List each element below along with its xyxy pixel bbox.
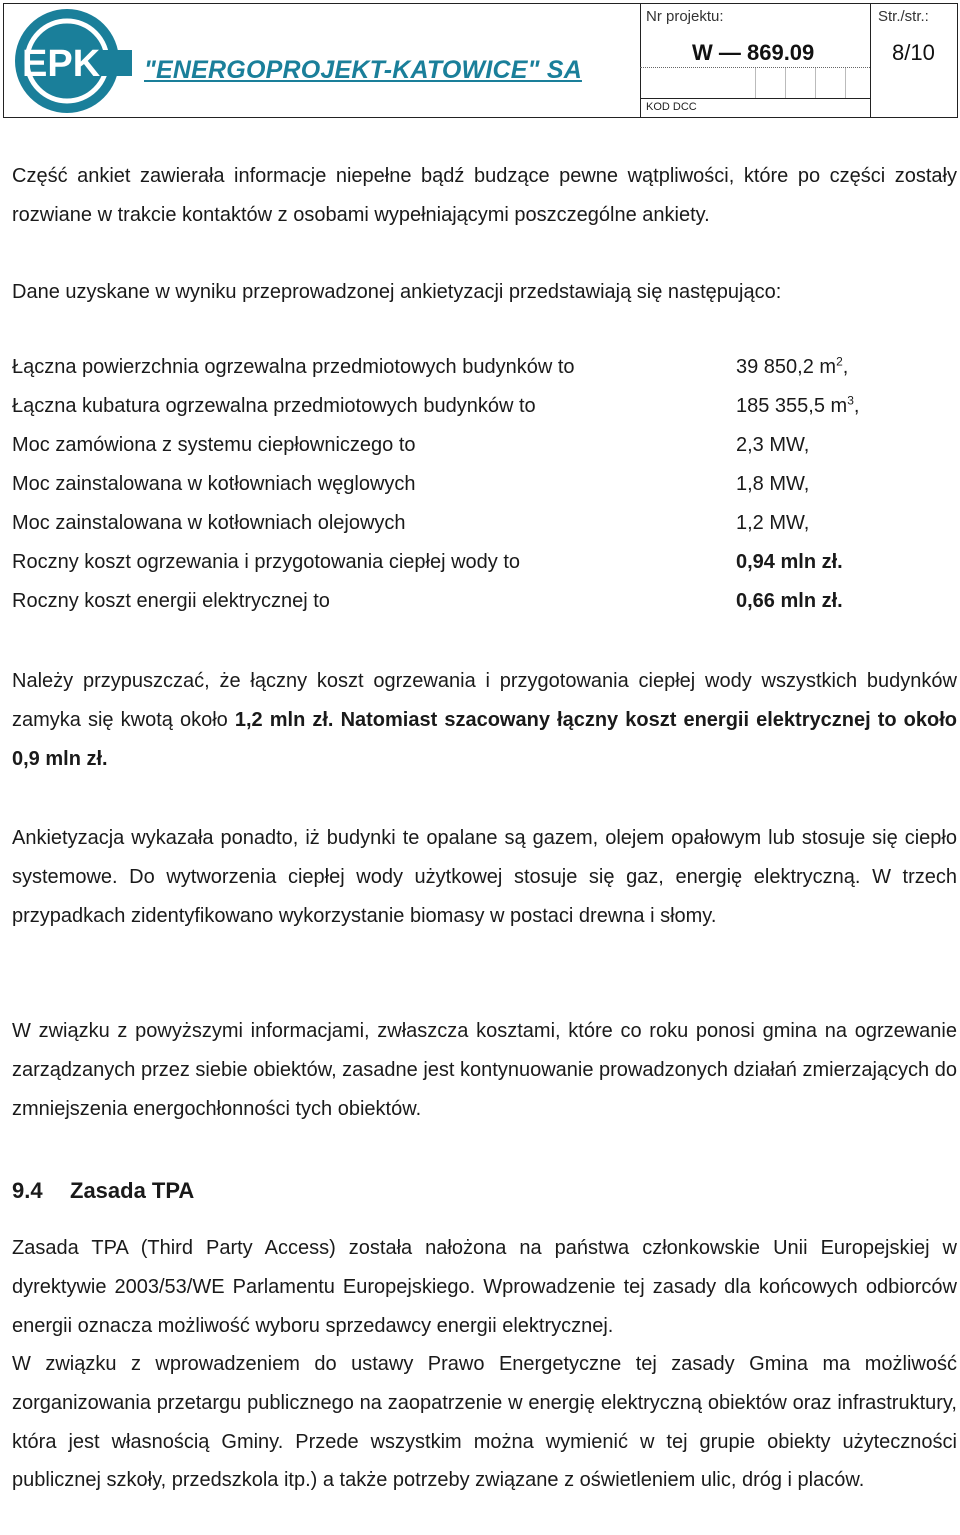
stat-row <box>12 512 957 542</box>
section-number: 9.4 <box>12 1178 43 1203</box>
stat-value: 2,3 MW, <box>736 434 810 456</box>
stat-value: 39 850,2 $m^2$, <box>736 354 849 378</box>
svg-text:EPK: EPK <box>22 43 101 85</box>
page-number: 8/10 <box>892 40 935 65</box>
stat-row <box>12 356 957 386</box>
paragraph: W związku z powyższymi informacjami, zwłaszcza kosztami, które co roku ponosi gmina na ogrzewanie zarządzanych przez siebie obiektów, zasadne jest kontynuowanie prowadzonych działań zmierzających do zmniejszenia energochłonności tych obiektów. <box>12 1020 957 1120</box>
document-header <box>3 3 958 118</box>
kod-dcc-label: KOD DCC <box>646 101 697 113</box>
paragraph: Dane uzyskane w wyniku przeprowadzonej ankietyzacji przedstawiają się następująco: <box>12 281 782 303</box>
stat-label: Roczny koszt ogrzewania i przygotowania ciepłej wody to <box>12 551 521 573</box>
stat-row <box>12 473 957 503</box>
stat-row <box>12 590 957 620</box>
stat-label: Moc zainstalowana w kotłowniach olejowych <box>12 512 406 534</box>
section-title: Zasada TPA <box>70 1178 195 1203</box>
divider <box>640 98 870 99</box>
paragraph: Część ankiet zawierała informacje niepełne bądź budzące pewne wątpliwości, które po części zostały rozwiane w trakcie kontaktów z osobami wypełniającymi poszczególne ankiety. <box>12 165 957 226</box>
paragraph: Ankietyzacja wykazała ponadto, iż budynki te opalane są gazem, olejem opałowym lub stosuje się ciepło systemowe. Do wytworzenia ciepłej wody użytkowej stosuje się gaz, energię elektryczną. W trzech przypadkach zidentyfikowano wykorzystanie biomasy w postaci drewna i słomy. <box>12 827 957 927</box>
stat-label: Moc zainstalowana w kotłowniach węglowych <box>12 473 416 495</box>
company-name: "ENERGOPROJEKT-KATOWICE" SA <box>144 56 582 84</box>
project-number: W — 869.09 <box>692 40 815 65</box>
stat-row <box>12 434 957 464</box>
stat-value: 1,8 MW, <box>736 473 810 495</box>
revision-boxes <box>640 68 870 98</box>
paragraph: Należy przypuszczać, że łączny koszt ogrzewania i przygotowania ciepłej wody wszystkich budynków zamyka się kwotą około 1,2 mln zł. Natomiast szacowany łączny koszt energii elektrycznej to około 0,9 mln zł. <box>12 670 957 770</box>
stat-value: 185 355,5 $m^3$, <box>736 393 860 417</box>
stat-row <box>12 551 957 581</box>
project-label: Nr projektu: <box>646 8 724 25</box>
stat-label: Łączna powierzchnia ogrzewalna przedmiotowych budynków to <box>12 356 575 378</box>
stat-row <box>12 395 957 425</box>
page-cell <box>870 4 957 117</box>
paragraph: W związku z wprowadzeniem do ustawy Prawo Energetyczne tej zasady Gmina ma możliwość zorganizowania przetargu publicznego na zaopatrzenie w energię elektryczną obiektów oraz infrastruktury, która jest własnością Gminy. Przede wszystkim można wymienić w tej grupie obiekty użyteczności publicznej szkoły, przedszkola itp.) a także potrzeby związane z oświetleniem ulic, dróg i placów. <box>12 1353 957 1492</box>
paragraph: Zasada TPA (Third Party Access) została nałożona na państwa członkowskie Unii Europejskiej w dyrektywie 2003/53/WE Parlamentu Europejskiego. Wprowadzenie tej zasady dla końcowych odbiorców energii oznacza możliwość wyboru sprzedawcy energii elektrycznej. <box>12 1237 957 1337</box>
page-label: Str./str.: <box>878 8 929 25</box>
logo-cell <box>4 4 641 117</box>
stat-label: Łączna kubatura ogrzewalna przedmiotowych budynków to <box>12 395 536 417</box>
stat-label: Moc zamówiona z systemu ciepłowniczego to <box>12 434 416 456</box>
section-heading <box>12 1178 194 1204</box>
stat-value: 0,94 mln zł. <box>736 551 843 573</box>
project-cell <box>640 4 871 117</box>
epk-logo <box>12 6 132 116</box>
stat-value: 1,2 MW, <box>736 512 810 534</box>
stat-value: 0,66 mln zł. <box>736 590 843 612</box>
stat-label: Roczny koszt energii elektrycznej to <box>12 590 330 612</box>
